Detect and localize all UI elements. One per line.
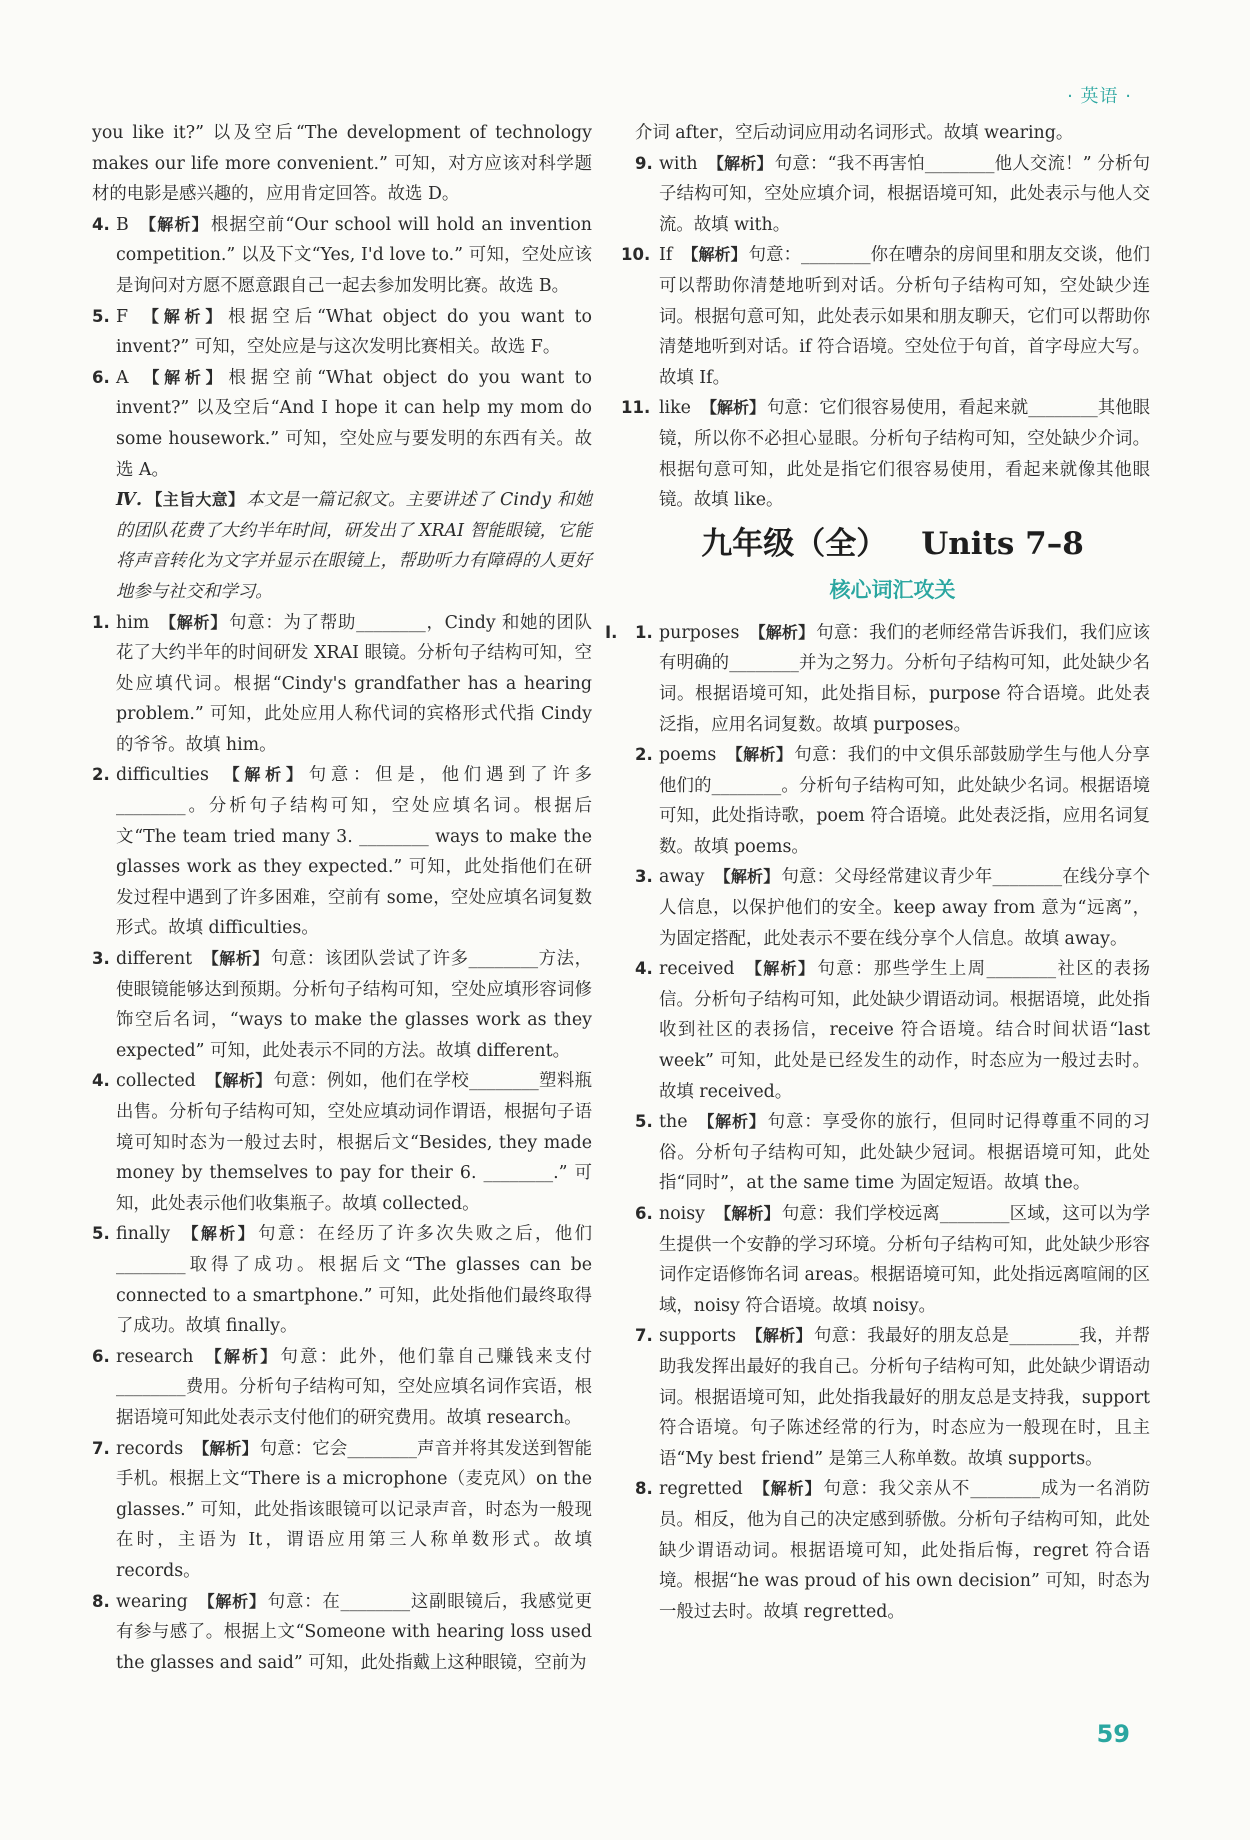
item-number: 7. [635,1326,653,1346]
left-column [92,118,592,1678]
summary-number: Ⅳ. [116,490,143,511]
analysis-tag: 【解析】 [700,398,766,418]
answer-word: supports [659,1326,737,1347]
analysis-text: 句意：我们的中文俱乐部鼓励学生与他人分享他们的________。分析句子结构可知，此处缺少名词。根据语境可知，此处指诗歌，poem 符合语境。此处表泛指，应用名词复数。故填 poems。 [659,745,1150,857]
item-number: 1. [92,612,110,632]
answer-word: F [116,306,129,327]
answer-item [92,608,592,761]
answer-word: away [659,867,705,888]
item-number: 6. [92,1346,110,1366]
answer-word: A [116,367,129,388]
analysis-tag: 【解析】 [193,1438,258,1458]
analysis-tag: 【解析】 [138,214,209,234]
summary-paragraph [92,485,592,607]
item-number: 10. [621,245,651,265]
item-number: 6. [635,1204,653,1223]
analysis-tag: 【解析】 [682,245,747,265]
answer-item [635,862,1150,954]
item-number: 3. [92,949,110,969]
analysis-tag: 【解析】 [203,1346,279,1366]
analysis-text: 句意：此外，他们靠自己赚钱来支付________费用。分析句子结构可知，空处应填名词作宾语，根据语境可知此处表示支付他们的研究费用。故填 research。 [116,1346,592,1428]
answer-item [92,1434,592,1587]
summary-text: 本文是一篇记叙文。主要讲述了 Cindy 和她的团队花费了大约半年时间，研发出了 XRAI 智能眼镜，它能将声音转化为文字并显示在眼镜上，帮助听力有障碍的人更好地参与社交和学习。 [116,490,592,602]
continued-paragraph: you like it?” 以及空后“The development of technology makes our life more convenient.” 可知，对方应该对科学题材的电影是感兴趣的，应用肯定回答。故选 D。 [92,123,592,205]
analysis-text: 句意：那些学生上周________社区的表扬信。分析句子结构可知，此处缺少谓语动词。根据语境，此处指收到社区的表扬信，receive 符合语境。结合时间状语“last week” 可知，此处是已经发生的动作，时态应为一般过去时。故填 received。 [659,959,1150,1102]
analysis-text: 句意：“我不再害怕________他人交流！” 分析句子结构可知，空处应填介词，根据语境可知，此处表示与他人交流。故填 with。 [659,153,1150,235]
item-number: 4. [635,959,653,979]
answer-word: wearing [116,1591,188,1612]
answer-word: If [659,245,673,266]
analysis-tag: 【解析】 [746,1326,812,1346]
analysis-text: 句意：该团队尝试了许多________方法，使眼镜能够达到预期。分析句子结构可知，空处应填形容词修饰空后名词，“ways to make the glasses work as they expected” 可知，此处表示不同的方法。故填 different。 [116,949,592,1061]
answer-item [635,1107,1150,1199]
answer-item [621,393,1150,515]
answer-word: noisy [659,1204,705,1224]
analysis-text: 句意：例如，他们在学校________塑料瓶出售。分析句子结构可知，空处应填动词作谓语，根据句子语境可知时态为一般过去时，根据后文“Besides, they made money by themselves to pay for their 6. ________.” 可知，此处表示他们收集瓶子。故填 collected。 [116,1071,592,1214]
analysis-text: 根据空前“What object do you want to invent?” 以及空后“And I hope it can help my mom do some housework.” 可知，空处应与要发明的东西有关。故选 A。 [116,367,592,480]
analysis-text: 句意：在________这副眼镜后，我感觉更有参与感了。根据上文“Someone with hearing loss used the glasses and said” 可知，此处指戴上这种眼镜，空前为 [116,1591,592,1673]
answer-word: purposes [659,622,740,643]
answer-word: regretted [659,1479,743,1500]
answer-word: received [659,959,735,980]
analysis-tag: 【解析】 [180,1224,257,1244]
analysis-tag: 【解析】 [159,612,228,632]
analysis-text: 句意：但是，他们遇到了许多________。分析句子结构可知，空处应填名词。根据后文“The team tried many 3. ________ ways to make the glasses work as they expected.” 可知，此处指他们在研发过程中遇到了许多困难，空前有 some，空处应填名词复数形式。故填 difficulties。 [116,765,592,939]
answer-item [92,363,592,485]
answer-item [605,618,1150,740]
answer-item [92,210,592,302]
analysis-text: 句意：我最好的朋友总是________我，并帮助我发挥出最好的我自己。分析句子结构可知，此处缺少谓语动词。根据语境可知，此处指我最好的朋友总是支持我，support 符合语境。句子陈述经常的行为，时态应为一般现在时，且主语“My best friend” 是第三人称单数。故填 supports。 [659,1326,1150,1469]
analysis-tag: 【解析】 [707,153,773,173]
answer-word: poems [659,745,717,766]
right-column [605,118,1150,1627]
analysis-text: 句意：我们学校远离________区域，这可以为学生提供一个安静的学习环境。分析句子结构可知，此处缺少形容词作定语修饰名词 areas。根据语境可知，此处指远离喧闹的区域，noisy 符合语境。故填 noisy。 [659,1204,1150,1316]
summary-tag: 【主旨大意】 [146,490,245,510]
analysis-text: 根据空前“Our school will hold an invention competition.” 以及下文“Yes, I'd love to.” 可知，空处应该是询问对方愿不愿意跟自己一起去参加发明比赛。故选 B。 [116,214,592,296]
analysis-tag: 【解析】 [752,1479,822,1499]
item-number: 2. [635,745,653,765]
section-subtitle: 核心词汇攻关 [829,577,956,602]
units-title: Units 7–8 [921,525,1084,562]
analysis-tag: 【解析】 [138,306,227,326]
answer-item [92,1342,592,1434]
answer-item [92,760,592,944]
analysis-text: 句意：为了帮助________，Cindy 和她的团队花了大约半年的时间研发 XRAI 眼镜。分析句子结构可知，空处应填代词。根据“Cindy's grandfather has a hearing problem.” 可知，此处应用人称代词的宾格形式代指 Cindy 的爷爷。故填 him。 [116,612,592,755]
answer-item [635,740,1150,862]
item-number: 4. [92,214,110,234]
analysis-text: 句意：它会________声音并将其发送到智能手机。根据上文“There is a microphone（麦克风）on the glasses.” 可知，此处指该眼镜可以记录声音，时态为一般现在时，主语为 It，谓语应用第三人称单数形式。故填 records。 [116,1438,592,1581]
answer-item [92,302,592,363]
answer-item [92,1219,592,1341]
answer-word: research [116,1346,194,1367]
analysis-text: 句意：我们的老师经常告诉我们，我们应该有明确的________并为之努力。分析句子结构可知，此处缺少名词。根据语境可知，此处指目标，purpose 符合语境。此处表泛指，应用名词复数。故填 purposes。 [659,622,1150,735]
item-number: 2. [92,765,110,785]
analysis-text: 句意：享受你的旅行，但同时记得尊重不同的习俗。分析句子结构可知，此处缺少冠词。根据语境可知，此处指“同时”，at the same time 为固定短语。故填 the。 [659,1112,1150,1194]
analysis-tag: 【解析】 [205,1071,272,1091]
answer-item [635,1199,1150,1321]
roman-number: Ⅰ. [605,622,618,642]
item-number: 7. [92,1438,110,1458]
answer-item [621,240,1150,393]
answer-item [92,1066,592,1219]
grade-title: 九年级（全） [701,525,888,562]
item-number: 3. [635,867,653,887]
subject-header: · 英语 · [1067,86,1132,107]
item-number: 11. [621,398,651,418]
item-number: 6. [92,367,110,387]
analysis-tag: 【解析】 [218,765,307,785]
answer-item [635,149,1150,241]
analysis-tag: 【解析】 [138,367,227,387]
analysis-text: 句意：________你在嘈杂的房间里和朋友交谈，他们可以帮助你清楚地听到对话。分析句子结构可知，空处缺少连词。根据句意可知，此处表示如果和朋友聊天，它们可以帮助你清楚地听到对话。if 符合语境。空处位于句首，首字母应大写。故填 If。 [659,245,1150,388]
item-number: 4. [92,1071,110,1091]
answer-word: with [659,153,698,174]
analysis-tag: 【解析】 [697,1112,766,1132]
answer-item [635,954,1150,1107]
item-number: 8. [635,1479,653,1499]
answer-word: difficulties [116,765,209,786]
analysis-text: 根据空后“What object do you want to invent?” 可知，空处应是与这次发明比赛相关。故选 F。 [116,306,592,358]
answer-item [92,944,592,1066]
continued-paragraph: 介词 after，空后动词应用动名词形式。故填 wearing。 [635,123,1074,143]
analysis-tag: 【解析】 [744,959,816,979]
section-title [635,524,1150,564]
analysis-tag: 【解析】 [726,745,793,765]
item-number: 9. [635,153,653,173]
analysis-tag: 【解析】 [202,949,269,969]
answer-word: like [659,398,691,419]
answer-word: the [659,1112,688,1133]
answer-word: collected [116,1071,196,1092]
answer-word: finally [116,1224,171,1245]
analysis-tag: 【解析】 [749,622,815,642]
item-number: 5. [635,1112,653,1132]
analysis-text: 句意：父母经常建议青少年________在线分享个人信息，以保护他们的安全。keep away from 意为“远离”，为固定搭配，此处表示不要在线分享个人信息。故填 away。 [659,867,1150,949]
analysis-tag: 【解析】 [714,1204,780,1223]
item-number: 8. [92,1591,110,1611]
analysis-text: 句意：在经历了许多次失败之后，他们________取得了成功。根据后文“The glasses can be connected to a smartphone.” 可知，此处指他们最终取得了成功。故填 finally。 [116,1224,592,1337]
answer-item [92,1587,592,1679]
analysis-tag: 【解析】 [197,1591,266,1611]
answer-word: B [116,214,129,235]
analysis-tag: 【解析】 [714,867,780,887]
page-number: 59 [1096,1720,1130,1748]
analysis-text: 句意：它们很容易使用，看起来就________其他眼镜，所以你不必担心显眼。分析句子结构可知，空处缺少介词。根据句意可知，此处是指它们很容易使用，看起来就像其他眼镜。故填 like。 [659,398,1150,511]
item-number: 1. [635,622,653,642]
item-number: 5. [92,1224,110,1244]
answer-item [635,1474,1150,1627]
item-number: 5. [92,306,110,326]
answer-item [635,1321,1150,1474]
answer-word: records [116,1438,184,1459]
answer-word: different [116,949,193,970]
answer-word: him [116,612,150,633]
analysis-text: 句意：我父亲从不________成为一名消防员。相反，他为自己的决定感到骄傲。分析句子结构可知，此处缺少谓语动词。根据语境可知，此处指后悔，regret 符合语境。根据“he was proud of his own decision” 可知，时态为一般过去时。故填 regretted。 [659,1479,1150,1622]
